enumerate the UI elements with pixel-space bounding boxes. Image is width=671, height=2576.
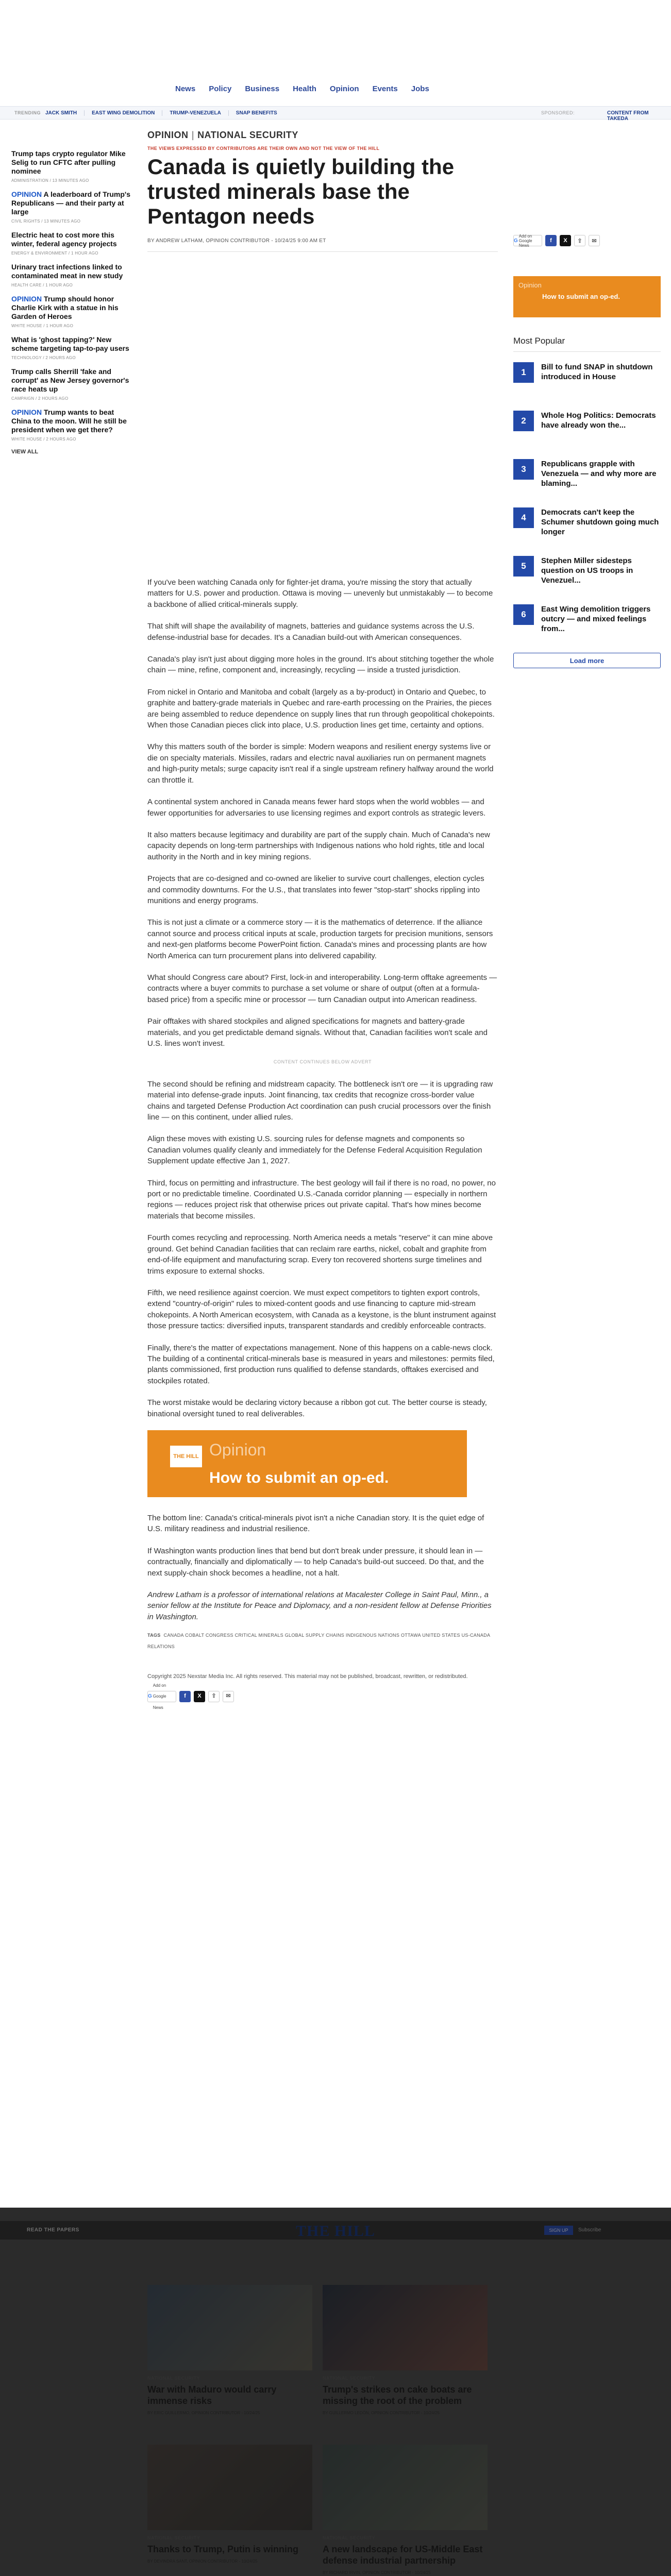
opinion-disclaimer: THE VIEWS EXPRESSED BY CONTRIBUTORS ARE THEIR OWN AND NOT THE VIEW OF THE HILL [147,146,380,151]
google-news-button[interactable]: G Add on Google News [513,235,542,246]
share-button[interactable] [208,1691,220,1702]
nav-jobs[interactable]: Jobs [411,84,429,93]
the-hill-logo[interactable]: THE HILL [296,2223,375,2240]
article-paragraph: Pair offtakes with shared stockpiles and aligned specifications for magnets and battery-grade materials, and you get predictable demand signals. Without that, Canadian facilities won't scale and U.S. lines won't invest. [147,1017,488,1048]
article-paragraph: The worst mistake would be declaring victory because a ribbon got cut. The better course is steady, binational oversight tuned to real deliverables. [147,1398,487,1418]
article-paragraph: Projects that are co-designed and co-owned are likelier to survive court challenges, election cycles and commodity downturns. For the U.S., that translates into fewer "stop-start" shocks rippling into munitions and energy programs. [147,874,484,905]
most-popular-item-title: Republicans grapple with Venezuela — and why more are blaming... [541,460,657,488]
article-paragraph: What should Congress care about? First, lock-in and interoperability. Long-term offtake agreements — contracts where a buyer commits to purchase a set volume or share of output (often at a formula-based price) from a specific mine or processor — turn Canadian output into American readiness. [147,973,497,1004]
story-title: War with Maduro would carry immense risks [147,2384,277,2406]
article-paragraph: Canada's play isn't just about digging more holes in the ground. It's about stitching together the whole chain — mine, refine, component and, increasingly, recycling — inside a trusted jurisdiction. [147,655,494,675]
ad-cta: How to submit an op-ed. [209,1469,389,1486]
sidebar-story[interactable] [11,408,131,442]
ad-opinion-label: Opinion [209,1440,266,1459]
trending-item[interactable]: TRUMP-VENEZUELA [162,110,228,116]
nav-events[interactable]: Events [372,84,398,93]
story-meta: BY DEVINDRA SANT, OPINION CONTRIBUTOR - 10/24/25 [147,2559,258,2564]
email-share-button[interactable] [223,1691,234,1702]
sidebar-story-title: OPINION A leaderboard of Trump's Republicans — and their party at large [11,190,131,216]
facebook-icon: f [550,238,552,244]
nav-policy[interactable]: Policy [209,84,232,93]
related-story-card[interactable] [323,2285,488,2415]
rank-badge: 2 [513,411,534,431]
rank-badge: 5 [513,556,534,577]
trending-items [45,110,284,116]
facebook-icon: f [184,1693,186,1700]
most-popular-item[interactable] [513,507,661,545]
breadcrumb-subsection[interactable]: NATIONAL SECURITY [197,130,298,140]
most-popular-item-title: Stephen Miller sidesteps question on US troops in Venezuel... [541,556,633,585]
google-icon: G [514,238,518,244]
author-bio: Andrew Latham is a professor of international relations at Macalester College in Saint Paul, Minn., a senior fellow at the Institute for Peace and Diplomacy, and a non-resident fellow at Defense Priorities in Washington. [147,1590,492,1621]
sidebar-story[interactable] [11,335,131,360]
x-share-button[interactable] [194,1691,205,1702]
article-paragraph: Why this matters south of the border is simple: Modern weapons and resilient energy systems live or die on specialty materials. Missiles, radars and electric naval auxiliaries run on permanent magnets and high-purity metals; surge capacity isn't real if a single upstream refinery halfway around the world can throttle it. [147,742,494,785]
sidebar-story-meta: WHITE HOUSE / 2 HOURS AGO [11,437,76,442]
divider [147,251,498,252]
story-title: Trump's strikes on cake boats are missing the root of the problem [323,2384,472,2406]
copyright-notice: Copyright 2025 Nexstar Media Inc. All rights reserved. This material may not be published, broadcast, rewritten, or redistributed. [147,1673,468,1680]
email-share-button[interactable] [589,235,600,246]
article-paragraph: From nickel in Ontario and Manitoba and cobalt (largely as a by-product) in Ontario and Quebec, to graphite and battery-grade materials in Quebec and rare-earth processing on the Prairies, the pieces are being assembled to reduce dependence on supply lines that run through geopolitical chokepoints. When those Canadian pieces click into place, U.S. production lines get time, certainty and options. [147,687,495,730]
article-paragraph: If you've been watching Canada only for fighter-jet drama, you're missing the story that actually matters for U.S. power and production. Ottawa is moving — unevenly but unmistakably — to become a backbone of allied critical-minerals supply. [147,578,493,609]
article-headline: Canada is quietly building the trusted minerals base the Pentagon needs [147,155,455,228]
sidebar-story-meta: TECHNOLOGY / 2 HOURS AGO [11,355,76,360]
share-icon: ⇪ [577,238,582,244]
sidebar-story-meta: ADMINISTRATION / 13 MINUTES AGO [11,178,89,183]
sponsored-link[interactable]: CONTENT FROM TAKEDA [607,110,649,122]
trending-item[interactable]: JACK SMITH [45,110,77,116]
sidebar-story-title: OPINION Trump wants to beat China to the moon. Will he still be president when we get there? [11,408,127,434]
subscribe-link[interactable]: Subscribe [578,2227,601,2233]
sticky-header [0,2221,671,2240]
sidebar-story[interactable] [11,263,131,287]
article-body [147,577,498,1710]
story-section: NATIONAL SECURITY [323,2535,376,2540]
nav-health[interactable]: Health [293,84,316,93]
article-paragraph: The bottom line: Canada's critical-minerals pivot isn't a niche Canadian story. It is the quiet edge of U.S. military readiness and industrial resilience. [147,1513,484,1534]
most-popular-item[interactable] [513,411,661,448]
article-paragraph: A continental system anchored in Canada means fewer hard stops when the world wobbles — and fewer opportunities for adversaries to use licensing regimes and export controls as strategic levers. [147,798,486,818]
sidebar-story-title: OPINION Trump should honor Charlie Kirk with a statue in his Garden of Heroes [11,295,119,320]
article-paragraph: If Washington wants production lines that bend but don't break under pressure, it should lean in — contractually, financially and diplomatically — to help Canada's build-out succeed. Do that, and the next supply-chain shock becomes a headline, not a halt. [147,1546,484,1578]
story-section: NATIONAL SECURITY [147,2535,200,2540]
sidebar-story[interactable] [11,149,131,183]
article-tags: TAGS CANADA COBALT CONGRESS CRITICAL MINERALS GLOBAL SUPPLY CHAINS INDIGENOUS NATIONS OTTAWA UNITED STATES US-CANADA RELATIONS [147,1633,490,1649]
article-byline: BY ANDREW LATHAM, OPINION CONTRIBUTOR - 10/24/25 9:00 AM ET [147,238,326,244]
google-icon: G [148,1693,152,1700]
op-ed-ad[interactable] [513,276,661,317]
article-paragraph: The second should be refining and midstream capacity. The bottleneck isn't ore — it is upgrading raw material into defense-grade inputs. Joint financing, tax credits that recognize cross-border value chains and targeted Defense Production Act coordination can push crucial processors over the finish line — on this continent, under allied rules. [147,1079,493,1122]
story-image [147,2285,312,2370]
breadcrumb-section[interactable]: OPINION [147,130,189,140]
most-popular-item-title: Bill to fund SNAP in shutdown introduced in House [541,363,653,381]
sidebar-story-title: What is 'ghost tapping?' New scheme targeting tap-to-pay users [11,335,129,352]
rank-badge: 6 [513,604,534,625]
sidebar-story[interactable] [11,367,131,401]
load-more-button[interactable]: Load more [513,653,661,668]
most-popular-item[interactable] [513,459,661,496]
sidebar-story-meta: ENERGY & ENVIRONMENT / 1 HOUR AGO [11,251,98,256]
sidebar-story-meta: CAMPAIGN / 2 HOURS AGO [11,396,69,401]
article-paragraph: It also matters because legitimacy and durability are part of the supply chain. Much of Canada's new capacity depends on long-term partnerships with Indigenous nations who hold rights, title and local authority in the North and in key mining regions. [147,830,490,861]
facebook-share-button[interactable] [545,235,557,246]
sidebar-story-title: Electric heat to cost more this winter, federal agency projects [11,231,117,248]
story-image [147,2445,312,2530]
story-title: A new landscape for US-Middle East defense industrial partnership [323,2544,483,2566]
most-popular-item[interactable] [513,604,661,641]
main-nav [175,84,429,95]
inline-op-ed-ad[interactable] [147,1430,467,1497]
story-title: Thanks to Trump, Putin is winning [147,2544,299,2554]
most-popular-item[interactable] [513,362,661,399]
related-story-card[interactable] [147,2445,312,2564]
related-story-card[interactable] [147,2285,312,2415]
trending-label: TRENDING [14,110,41,115]
most-popular-title: Most Popular [513,336,661,352]
nav-opinion[interactable]: Opinion [329,84,359,93]
sidebar-story[interactable] [11,295,131,328]
story-meta: BY ERIC GUILLERMO, OPINION CONTRIBUTOR - 10/24/25 [147,2411,260,2415]
facebook-share-button[interactable] [179,1691,191,1702]
related-story-card[interactable] [323,2445,488,2575]
advert-label: CONTENT CONTINUES BELOW ADVERT [273,1059,372,1065]
most-popular-item[interactable] [513,556,661,593]
article-paragraph: Fourth comes recycling and reprocessing. North America needs a metals "reserve" it can mine above ground. Get behind Canadian facilities that can reclaim rare earths, nickel, cobalt and graphite from end-of-life equipment and manufacturing scrap. Every ton recovered shortens surge timelines and trims exposure to external shocks. [147,1233,493,1276]
ad-opinion-label: Opinion [518,281,542,289]
google-news-button[interactable]: G Add on Google News [147,1691,176,1702]
article-paragraph: This is not just a climate or a commerce story — it is the mathematics of deterrence. If the alliance cannot source and process critical inputs at scale, production targets for precision munitions, sensors and next-gen platforms become PowerPoint fiction. Canada's mines and processing plants are how North America can turn procurement plans into delivered capability. [147,918,493,960]
view-all-link[interactable]: VIEW ALL [11,449,39,455]
article-paragraph: Third, focus on permitting and infrastructure. The best geology will fail if there is no road, no power, no port or no predictable timeline. Coordinated U.S.-Canada corridor planning — especially in northern regions — reduces project risk that otherwise prices out private capital. That's how mines become materials that become missiles. [147,1178,496,1221]
most-popular-item-title: Whole Hog Politics: Democrats have already won the... [541,411,656,430]
sidebar-story-title: Trump taps crypto regulator Mike Selig to run CFTC after pulling nominee [11,149,126,175]
article-paragraph: That shift will shape the availability of magnets, batteries and guidance systems across the U.S. defense-industrial base for decades. It's a Canadian build-out with American consequences. [147,622,475,642]
rank-badge: 1 [513,362,534,383]
x-icon: X [563,238,567,244]
x-icon: X [197,1693,202,1700]
sidebar-story-meta: HEALTH CARE / 1 HOUR AGO [11,283,73,287]
most-popular-item-title: Democrats can't keep the Schumer shutdown going much longer [541,508,659,536]
the-hill-logo: THE HILL [170,1446,202,1467]
breadcrumb: OPINION | NATIONAL SECURITY [147,130,298,140]
article-paragraph: Fifth, we need resilience against coercion. We must expect competitors to tighten export controls, extend "country-of-origin" rules to mixed-content goods and use financing to capture mid-stream chokepoints. A North American ecosystem, with Canada as a keystone, is the blunt instrument against those pressure tactics: diversified inputs, transparent standards and credibly enforceable contracts. [147,1288,496,1331]
trending-bar [0,106,671,120]
story-section: NATIONAL SECURITY [147,2376,200,2381]
nav-news[interactable]: News [175,84,196,93]
sidebar-story[interactable] [11,231,131,256]
most-popular [513,336,661,668]
sign-up-button[interactable]: SIGN UP [544,2226,573,2235]
email-icon: ✉ [226,1693,231,1700]
article-paragraph: Finally, there's the matter of expectations management. None of this happens on a cable-news clock. The building of a continental critical-minerals base is measured in years and milestones: permits filed, plants commissioned, first production runs qualified to defense standards, offtakes exercised and stockpiles rotated. [147,1343,495,1385]
sidebar-story-title: Trump calls Sherrill 'fake and corrupt' as New Jersey governor's race heats up [11,367,129,393]
sidebar-story[interactable] [11,190,131,224]
bottom-share-bar [147,1683,498,1710]
story-meta: BY GUILLERMO LEDÓN, OPINION CONTRIBUTOR - 10/24/25 [323,2411,440,2415]
sponsored-label: SPONSORED: [541,110,575,115]
sidebar-story-meta: CIVIL RIGHTS / 13 MINUTES AGO [11,219,81,224]
trending-item[interactable]: EAST WING DEMOLITION [84,110,162,116]
story-image [323,2285,488,2370]
rank-badge: 4 [513,507,534,528]
top-navigation [0,0,671,98]
nav-business[interactable]: Business [245,84,280,93]
ad-cta: How to submit an op-ed. [542,293,620,300]
trending-item[interactable]: SNAP BENEFITS [228,110,284,116]
sidebar-story-title: Urinary tract infections linked to contaminated meat in new study [11,263,123,280]
most-popular-item-title: East Wing demolition triggers outcry — and mixed feelings from... [541,605,651,633]
story-section: NATIONAL SECURITY [323,2376,376,2381]
x-share-button[interactable] [560,235,571,246]
sidebar-story-meta: WHITE HOUSE / 1 HOUR AGO [11,324,74,328]
share-button[interactable] [574,235,585,246]
story-image [323,2445,488,2530]
email-icon: ✉ [592,238,597,244]
page-overlay-region [0,2208,671,2576]
read-papers-link[interactable]: READ THE PAPERS [27,2227,79,2233]
story-meta: BY RICHARD IRVIN, OPINION CONTRIBUTOR - 10/24/25 [323,2570,431,2575]
article-paragraph: Align these moves with existing U.S. sourcing rules for defense magnets and components so Canadian volumes qualify cleanly and immediately for the Defense Federal Acquisition Regulation Supplement update effective Jan 1, 2027. [147,1134,482,1166]
share-bar [513,235,600,246]
latest-sidebar [11,149,131,455]
share-icon: ⇪ [211,1693,216,1700]
rank-badge: 3 [513,459,534,480]
